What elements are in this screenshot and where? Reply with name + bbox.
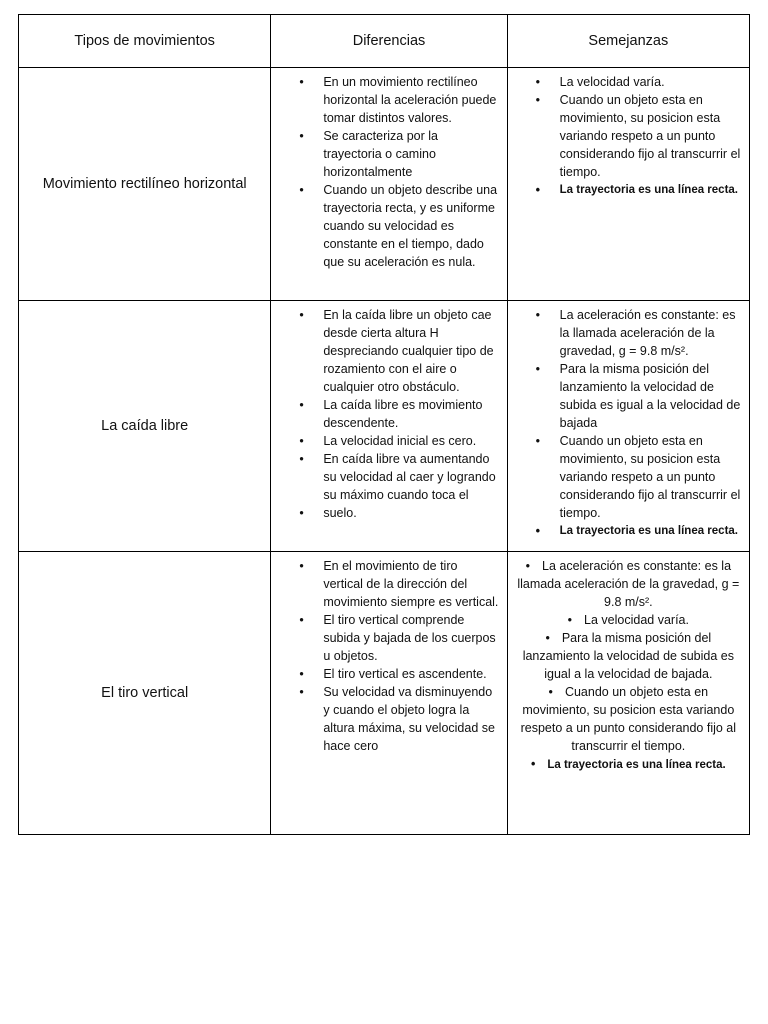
diferencias-cell [271, 301, 507, 552]
list-item: • Cuando un objeto esta en movimiento, su posicion esta variando respeto a un punto considerando fijo al transcurrir el tiempo. [508, 432, 741, 522]
list-item: • El tiro vertical comprende subida y bajada de los cuerpos u objetos. [271, 611, 498, 665]
list-item: • Cuando un objeto esta en movimiento, su posicion esta variando respeto a un punto considerando fijo al transcurrir el tiempo. [508, 91, 741, 181]
list-item: • La caída libre es movimiento descendente. [271, 396, 498, 432]
list-item: • La aceleración es constante: es la llamada aceleración de la gravedad, g = 9.8 m/s². [508, 557, 741, 611]
type-cell: El tiro vertical [19, 552, 271, 835]
table-row [19, 68, 750, 301]
list-item: • La trayectoria es una línea recta. [508, 522, 741, 540]
list-item: • Cuando un objeto esta en movimiento, su posicion esta variando respeto a un punto considerando fijo al transcurrir el tiempo. [508, 683, 741, 755]
table-row [19, 552, 750, 835]
diferencias-cell [271, 552, 507, 835]
list-item: • La trayectoria es una línea recta. [508, 181, 741, 199]
list-item: • La velocidad varía. [508, 73, 741, 91]
comparison-table [18, 14, 750, 835]
list-item: • La trayectoria es una línea recta. [508, 755, 741, 774]
header-semejanzas: Semejanzas [507, 15, 749, 68]
list-item: • La aceleración es constante: es la llamada aceleración de la gravedad, g = 9.8 m/s². [508, 306, 741, 360]
list-item: • En el movimiento de tiro vertical de la dirección del movimiento siempre es vertical. [271, 557, 498, 611]
header-tipos: Tipos de movimientos [19, 15, 271, 68]
table-row [19, 301, 750, 552]
semejanzas-cell [507, 68, 749, 301]
list-item: • suelo. [271, 504, 498, 522]
header-row [19, 15, 750, 68]
list-item: • Para la misma posición del lanzamiento la velocidad de subida es igual a la velocidad de bajada [508, 360, 741, 432]
header-diferencias: Diferencias [271, 15, 507, 68]
semejanzas-list [508, 552, 749, 774]
diferencias-list [271, 68, 506, 271]
semejanzas-cell [507, 301, 749, 552]
list-item: • La velocidad inicial es cero. [271, 432, 498, 450]
diferencias-cell [271, 68, 507, 301]
list-item: • El tiro vertical es ascendente. [271, 665, 498, 683]
type-cell: Movimiento rectilíneo horizontal [19, 68, 271, 301]
list-item: • Se caracteriza por la trayectoria o camino horizontalmente [271, 127, 498, 181]
semejanzas-list [508, 68, 749, 199]
diferencias-list [271, 301, 506, 522]
list-item: • La velocidad varía. [508, 611, 741, 629]
list-item: • En caída libre va aumentando su velocidad al caer y logrando su máximo cuando toca el [271, 450, 498, 504]
type-cell: La caída libre [19, 301, 271, 552]
list-item: • Para la misma posición del lanzamiento la velocidad de subida es igual a la velocidad de bajada. [508, 629, 741, 683]
list-item: • Cuando un objeto describe una trayectoria recta, y es uniforme cuando su velocidad es constante en el tiempo, dado que su aceleración es nula. [271, 181, 498, 271]
list-item: • En la caída libre un objeto cae desde cierta altura H despreciando cualquier tipo de rozamiento con el aire o cualquier otro obstáculo. [271, 306, 498, 396]
diferencias-list [271, 552, 506, 755]
list-item: • En un movimiento rectilíneo horizontal la aceleración puede tomar distintos valores. [271, 73, 498, 127]
semejanzas-list [508, 301, 749, 540]
semejanzas-cell [507, 552, 749, 835]
list-item: • Su velocidad va disminuyendo y cuando el objeto logra la altura máxima, su velocidad se hace cero [271, 683, 498, 755]
